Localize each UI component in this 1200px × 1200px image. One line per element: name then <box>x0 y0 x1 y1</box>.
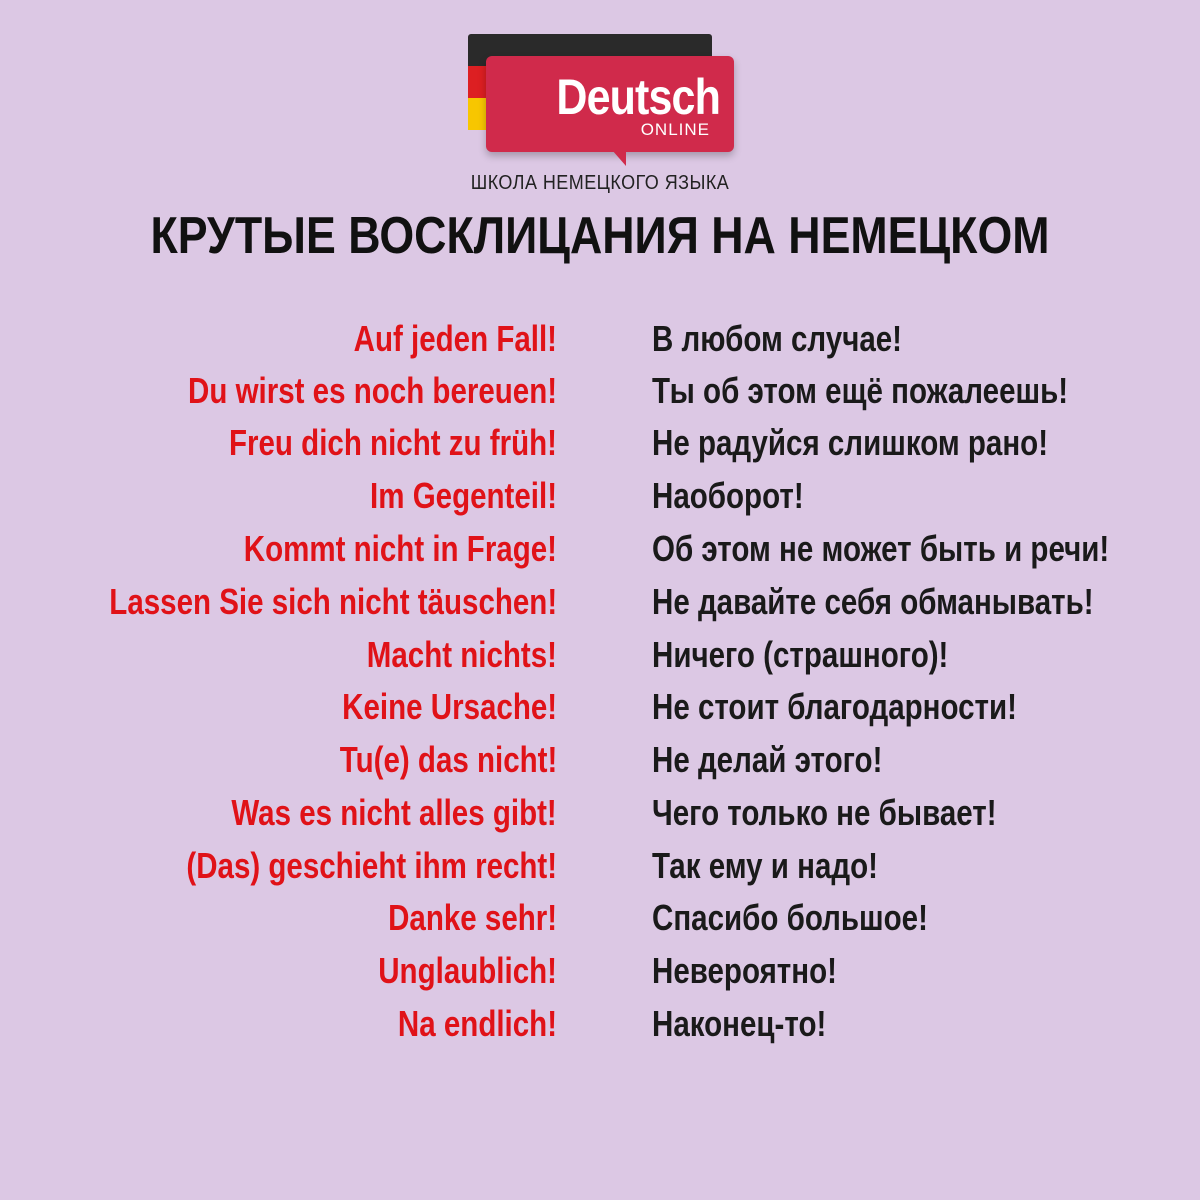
phrase-row <box>0 370 1200 422</box>
phrase-row <box>0 581 1200 633</box>
russian-translation: Так ему и надо! <box>652 845 878 886</box>
german-phrase: Macht nichts! <box>366 634 557 675</box>
deutsch-online-logo <box>466 34 736 168</box>
speech-bubble-tail <box>612 150 626 166</box>
russian-translation: В любом случае! <box>652 318 903 359</box>
phrase-row <box>0 845 1200 897</box>
phrase-row <box>0 1003 1200 1055</box>
russian-translation: Спасибо большое! <box>652 897 928 938</box>
logo-brand-text: Deutsch <box>556 69 720 125</box>
logo-subtitle: ONLINE <box>640 120 710 139</box>
phrase-row <box>0 897 1200 949</box>
phrase-row <box>0 950 1200 1002</box>
german-phrase: Keine Ursache! <box>342 686 557 727</box>
phrase-row <box>0 528 1200 580</box>
phrase-row <box>0 475 1200 527</box>
phrase-row <box>0 792 1200 844</box>
phrase-row <box>0 422 1200 474</box>
russian-translation: Наконец-то! <box>652 1003 827 1044</box>
logo-speech-bubble <box>486 56 734 152</box>
phrase-row <box>0 739 1200 791</box>
russian-translation: Не делай этого! <box>652 739 883 780</box>
russian-translation: Не давайте себя обманывать! <box>652 581 1094 622</box>
russian-translation: Чего только не бывает! <box>652 792 997 833</box>
german-phrase: Danke sehr! <box>388 897 557 938</box>
school-tagline: ШКОЛА НЕМЕЦКОГО ЯЗЫКА <box>470 172 730 194</box>
german-phrase: Kommt nicht in Frage! <box>243 528 557 569</box>
russian-translation: Невероятно! <box>652 950 837 991</box>
german-phrase: Tu(e) das nicht! <box>339 739 557 780</box>
german-phrase: (Das) geschieht ihm recht! <box>186 845 557 886</box>
russian-translation: Наоборот! <box>652 475 804 516</box>
german-phrase: Was es nicht alles gibt! <box>231 792 557 833</box>
german-phrase: Unglaublich! <box>378 950 557 991</box>
german-phrase: Du wirst es noch bereuen! <box>187 370 557 411</box>
russian-translation: Не стоит благодарности! <box>652 686 1018 727</box>
german-phrase: Lassen Sie sich nicht täuschen! <box>109 581 557 622</box>
phrase-row <box>0 318 1200 370</box>
russian-translation: Об этом не может быть и речи! <box>652 528 1110 569</box>
german-phrase: Na endlich! <box>397 1003 557 1044</box>
russian-translation: Ничего (страшного)! <box>652 634 949 675</box>
german-phrase: Auf jeden Fall! <box>353 318 557 359</box>
phrase-row <box>0 686 1200 738</box>
page-title: КРУТЫЕ ВОСКЛИЦАНИЯ НА НЕМЕЦКОМ <box>150 207 1050 265</box>
russian-translation: Не радуйся слишком рано! <box>652 422 1049 463</box>
phrase-row <box>0 634 1200 686</box>
german-phrase: Freu dich nicht zu früh! <box>229 422 557 463</box>
german-phrase: Im Gegenteil! <box>370 475 557 516</box>
russian-translation: Ты об этом ещё пожалеешь! <box>652 370 1069 411</box>
